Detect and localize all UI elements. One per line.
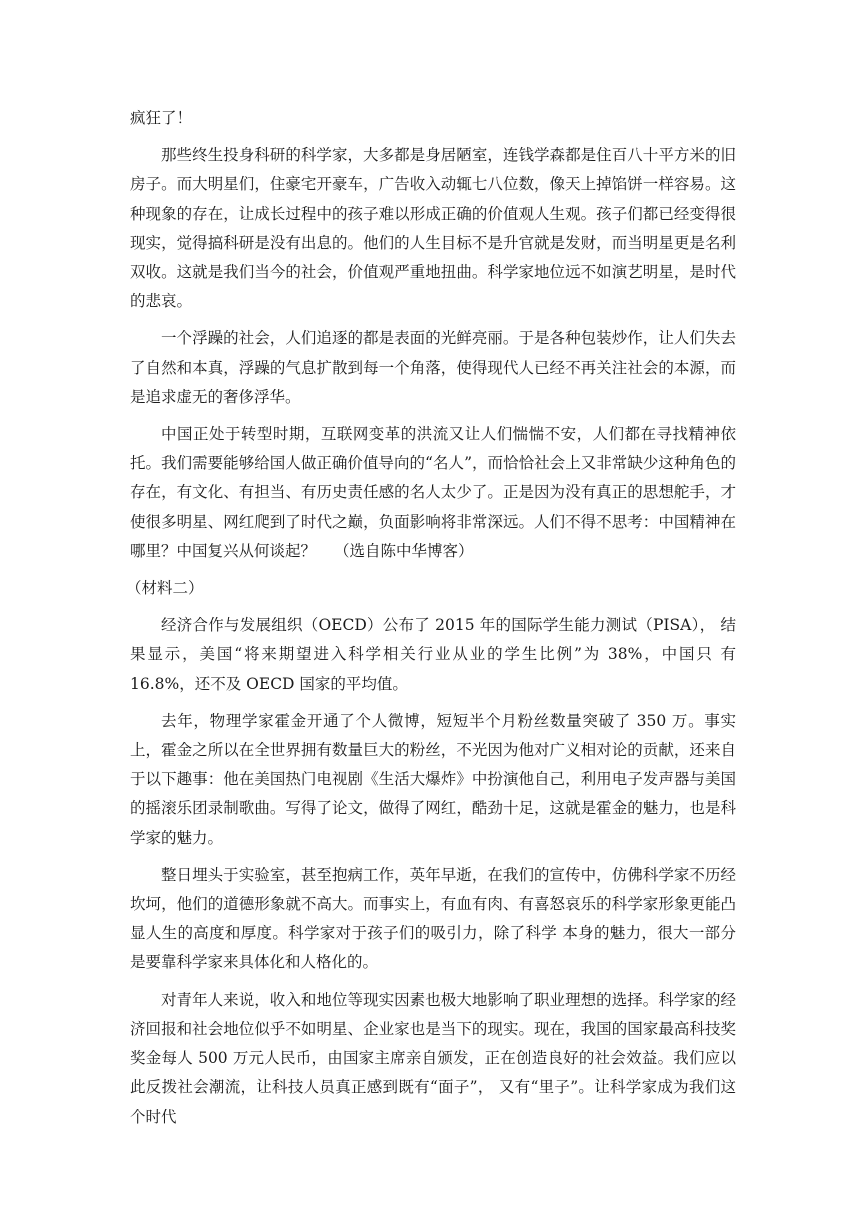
paragraph-oecd-pisa: 经济合作与发展组织（OECD）公布了 2015 年的国际学生能力测试（PISA）， 结果显示，美国“将来期望进入科学相关行业从业的学生比例”为 38%，中国只 有 16.8%，还不及 OECD 国家的平均值。 bbox=[130, 616, 736, 693]
paragraph-youth-career: 对青年人来说，收入和地位等现实因素也极大地影响了职业理想的选择。科学家的经济回报和社会地位似乎不如明星、企业家也是当下的现实。现在，我国的国家最高科技奖奖金每人 500 万元人民币，由国家主席亲自颁发，正在创造良好的社会效益。我们应以此反拨社会潮流，让科技人员真正感到既有“面子”， 又有“里子”。让科学家成为我们这个时代 bbox=[130, 990, 736, 1126]
paragraph-continuation: 疯狂了！ bbox=[130, 109, 193, 127]
source-citation: （选自陈中华博客） bbox=[334, 541, 474, 560]
document-page bbox=[126, 104, 736, 1140]
section-heading-material-two: （材料二） bbox=[126, 579, 204, 598]
paragraph-hawking: 去年，物理学家霍金开通了个人微博，短短半个月粉丝数量突破了 350 万。事实上，霍金之所以在全世界拥有数量巨大的粉丝，不光因为他对广义相对论的贡献，还来自于以下趣事：他在美国热门电视剧《生活大爆炸》中扮演他自己，利用电子发声器与美国的摇滚乐团录制歌曲。写得了论文，做得了网红，酷劲十足，这就是霍金的魅力，也是科学家的魅力。 bbox=[130, 711, 736, 847]
paragraph-china-transition bbox=[130, 420, 736, 566]
paragraph-body: 中国正处于转型时期，互联网变革的洪流又让人们惴惴不安，人们都在寻找精神依托。我们需要能够给国人做正确价值导向的“名人”，而恰恰社会上又非常缺少这种角色的存在，有文化、有担当、有历史责任感的名人太少了。正是因为没有真正的思想舵手，才使很多明星、网红爬到了时代之巅，负面影响将非常深远。人们不得不思考：中国精神在哪里？中国复兴从何谈起？ bbox=[130, 425, 736, 560]
paragraph-impetuous-society: 一个浮躁的社会，人们追逐的都是表面的光鲜亮丽。于是各种包装炒作，让人们失去了自然和本真，浮躁的气息扩散到每一个角落，使得现代人已经不再关注社会的本源，而是追求虚无的奢侈浮华。 bbox=[130, 329, 736, 406]
paragraph-scientists-living: 那些终生投身科研的科学家，大多都是身居陋室，连钱学森都是住百八十平方米的旧房子。而大明星们，住豪宅开豪车，广告收入动辄七八位数，像天上掉馅饼一样容易。这种现象的存在，让成长过程中的孩子难以形成正确的价值观人生观。孩子们都已经变得很现实，觉得搞科研是没有出息的。他们的人生目标不是升官就是发财，而当明星更是名利双收。这就是我们当今的社会，价值观严重地扭曲。科学家地位远不如演艺明星，是时代的悲哀。 bbox=[130, 146, 736, 311]
paragraph-scientist-image: 整日埋头于实验室，甚至抱病工作，英年早逝，在我们的宣传中，仿佛科学家不历经坎坷，他们的道德形象就不高大。而事实上，有血有肉、有喜怒哀乐的科学家形象更能凸显人生的高度和厚度。科学家对于孩子们的吸引力，除了科学 本身的魅力，很大一部分是要靠科学家来具体化和人格化的。 bbox=[130, 865, 736, 972]
